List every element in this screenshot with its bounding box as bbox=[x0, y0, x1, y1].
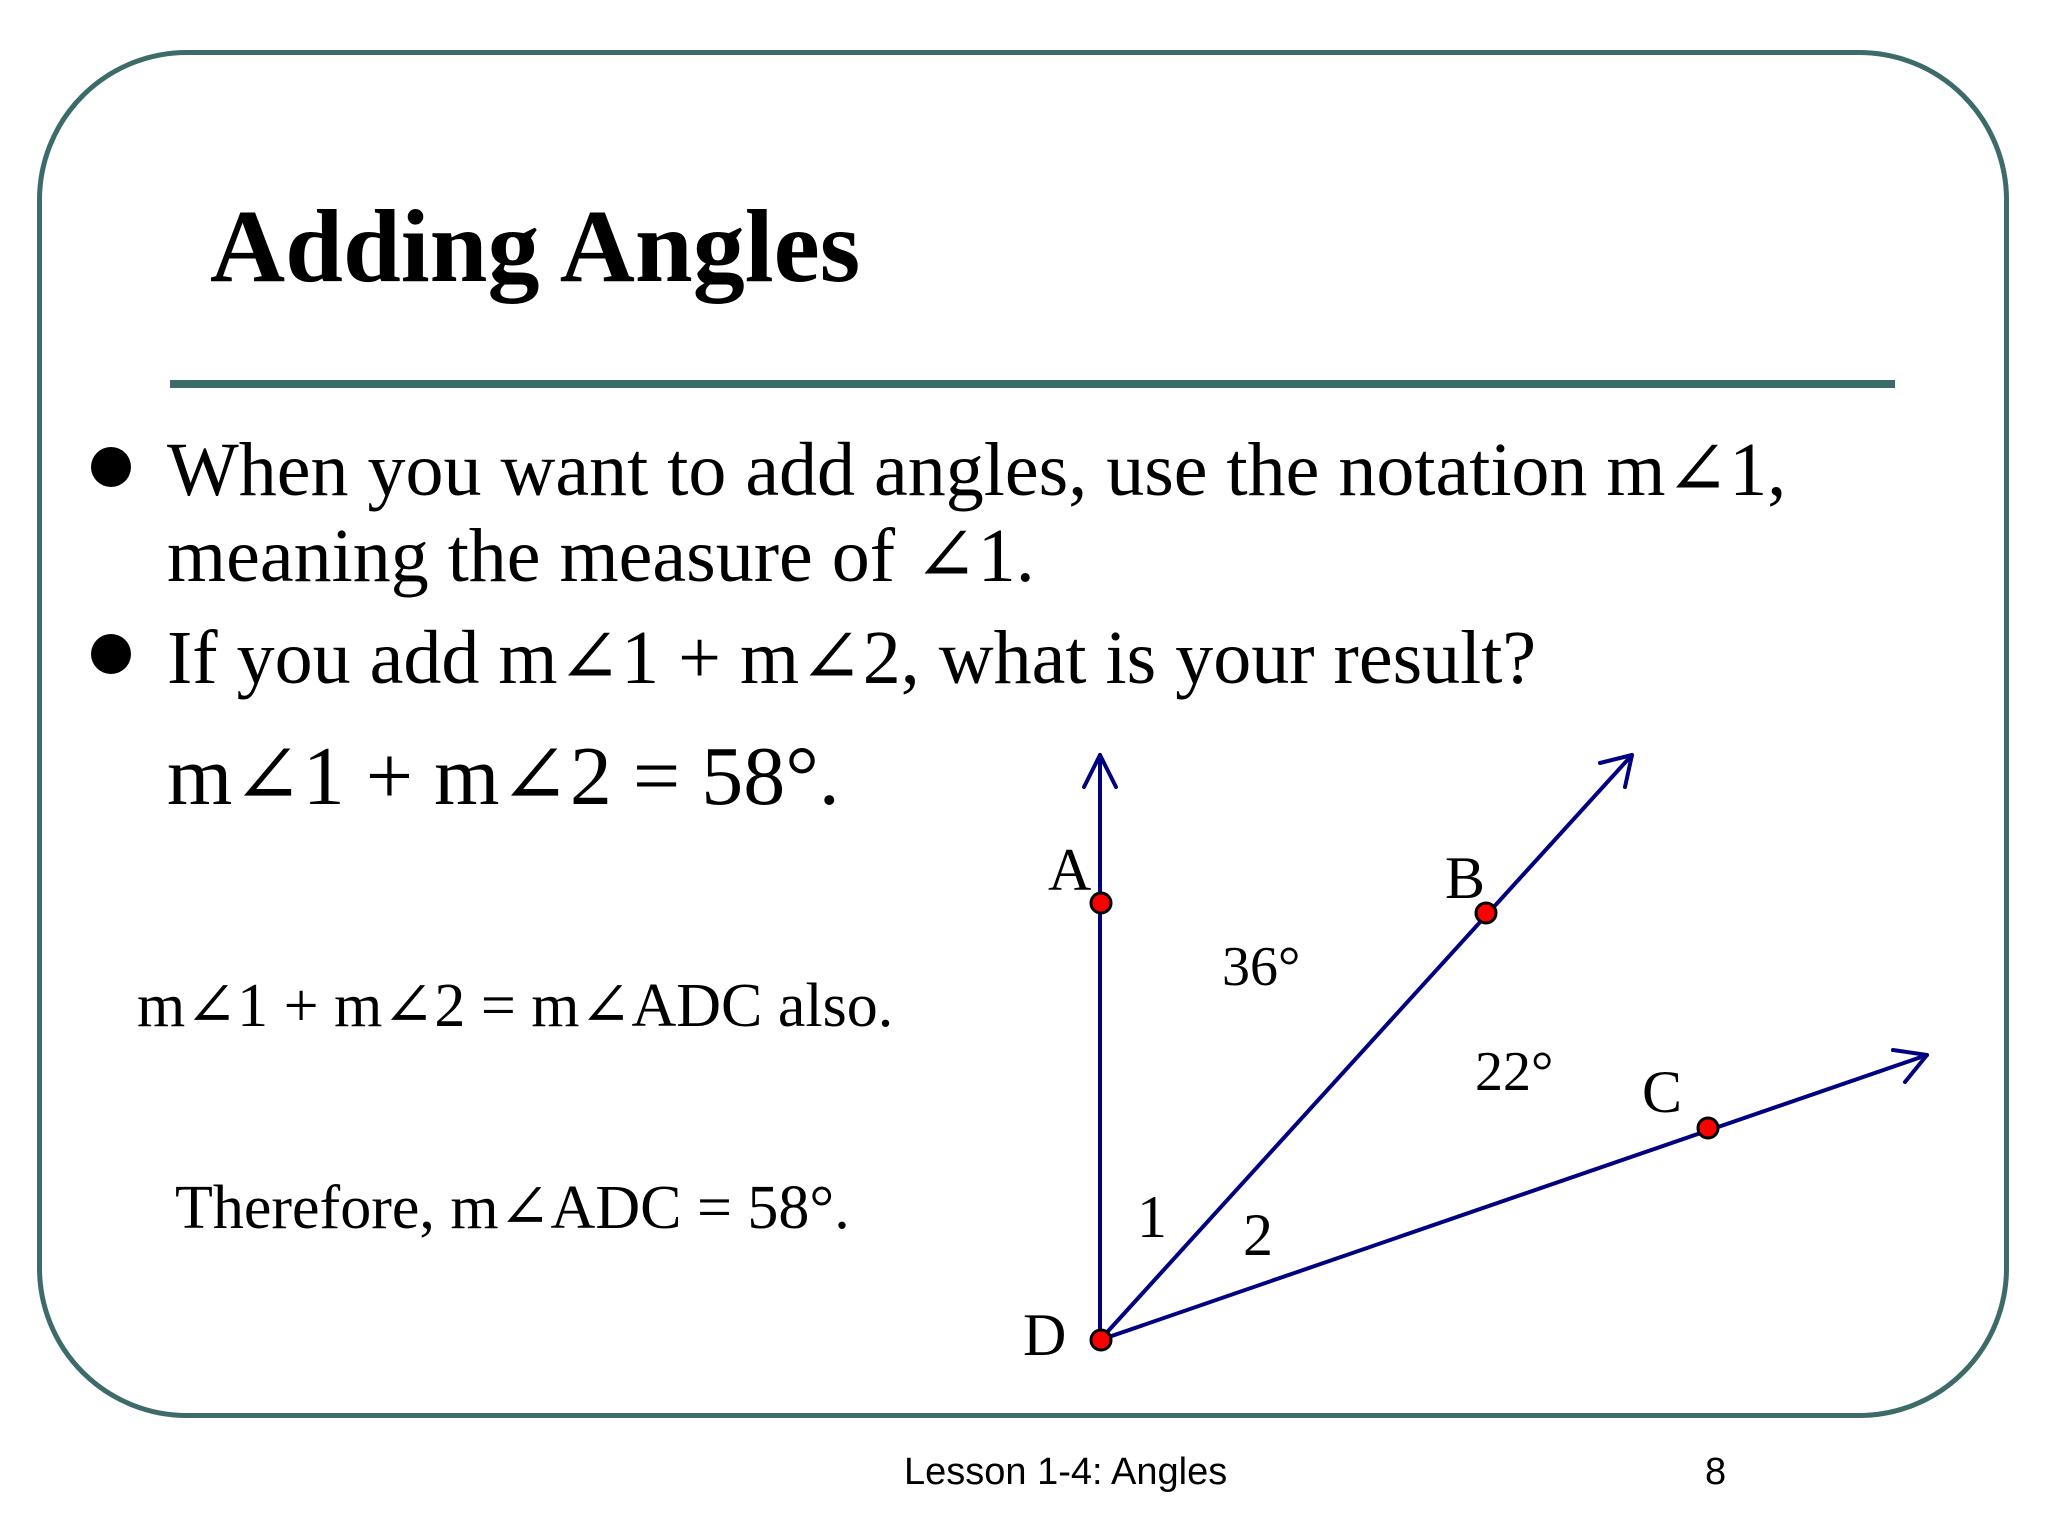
also-note: m∠1 + m∠2 = m∠ADC also. bbox=[137, 972, 894, 1040]
points bbox=[1091, 893, 1718, 1350]
angle-adb-measure: 36° bbox=[1222, 936, 1301, 998]
point-a-label: A bbox=[1048, 837, 1092, 903]
point-d-label: D bbox=[1023, 1302, 1067, 1368]
bullet-1-line-2: meaning the measure of ∠1. bbox=[167, 514, 1035, 598]
bullet-1-line-1: When you want to add angles, use the notation m∠1, bbox=[167, 428, 1787, 512]
point-c-label: C bbox=[1642, 1059, 1683, 1125]
diagram-labels bbox=[1023, 837, 1682, 1368]
point-b-label: B bbox=[1445, 845, 1486, 911]
angle-bdc-measure: 22° bbox=[1475, 1041, 1554, 1103]
angle-1-label: 1 bbox=[1137, 1184, 1167, 1250]
bullet-2-line-1: If you add m∠1 + m∠2, what is your result? bbox=[167, 616, 1537, 700]
conclusion: Therefore, m∠ADC = 58°. bbox=[175, 1174, 850, 1242]
angle-2-label: 2 bbox=[1243, 1202, 1273, 1268]
footer-page-number: 8 bbox=[1705, 1451, 1727, 1493]
footer-lesson: Lesson 1-4: Angles bbox=[904, 1451, 1228, 1493]
slide-title: Adding Angles bbox=[210, 189, 861, 304]
answer-equation: m∠1 + m∠2 = 58°. bbox=[167, 730, 840, 823]
point-c-marker bbox=[1698, 1118, 1718, 1138]
point-d-marker bbox=[1091, 1330, 1111, 1350]
point-a-marker bbox=[1091, 893, 1111, 913]
